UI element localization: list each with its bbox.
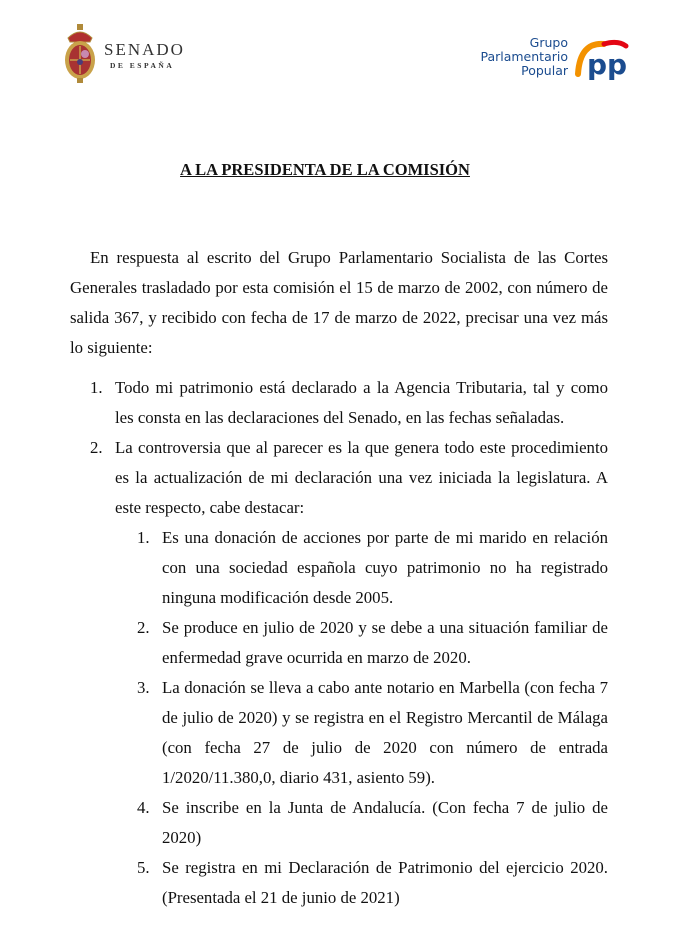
item-number: 1. [90,378,103,397]
sub-list-item: Se produce en julio de 2020 y se debe a una situación familiar de enfermedad grave ocurrida en marzo de 2020. [162,618,608,667]
intro-paragraph: En respuesta al escrito del Grupo Parlamentario Socialista de las Cortes Generales trasladado por esta comisión el 15 de marzo de 2002, con número de salida 367, y recibido con fecha de 17 de marzo de 2022, precisar una vez más lo siguiente: [70,248,608,357]
list-item: La controversia que al parecer es la que genera todo este procedimiento es la actualización de mi declaración una vez iniciada la legislatura. A este respecto, cabe destacar: [115,438,608,517]
subitem-number: 1. [137,528,150,547]
pp-line: Parlamentario [480,49,568,64]
subitem-number: 2. [137,618,150,637]
list-item: Todo mi patrimonio está declarado a la Agencia Tributaria, tal y como les consta en las declaraciones del Senado, en las fechas señaladas. [115,378,608,427]
pp-logo-icon [574,36,630,85]
pp-line: Grupo [529,35,568,50]
senado-sub: DE ESPAÑA [110,61,175,70]
subitem-number: 5. [137,858,150,877]
pp-mark: pp [587,48,628,80]
sub-list-item: Se registra en mi Declaración de Patrimonio del ejercicio 2020. (Presentada el 21 de junio de 2021) [162,858,608,907]
pp-line: Popular [521,63,568,78]
senado-logo-text [104,40,185,70]
sub-list-item: Se inscribe en la Junta de Andalucía. (Con fecha 7 de julio de 2020) [162,798,608,847]
senado-coat-of-arms-icon [62,24,98,89]
page-title: A LA PRESIDENTA DE LA COMISIÓN [180,160,470,179]
item-number: 2. [90,438,103,457]
subitem-number: 3. [137,678,150,697]
senado-name: SENADO [104,40,185,59]
pp-group-name [460,36,568,78]
subitem-number: 4. [137,798,150,817]
sub-list-item: Es una donación de acciones por parte de mi marido en relación con una sociedad española cuyo patrimonio no ha registrado ninguna modificación desde 2005. [162,528,608,607]
sub-list-item: La donación se lleva a cabo ante notario en Marbella (con fecha 7 de julio de 2020) y se registra en el Registro Mercantil de Málaga (con fecha 27 de julio de 2020 con número de entrada 1/2020/11.380,0, diario 431, asiento 59). [162,678,608,787]
